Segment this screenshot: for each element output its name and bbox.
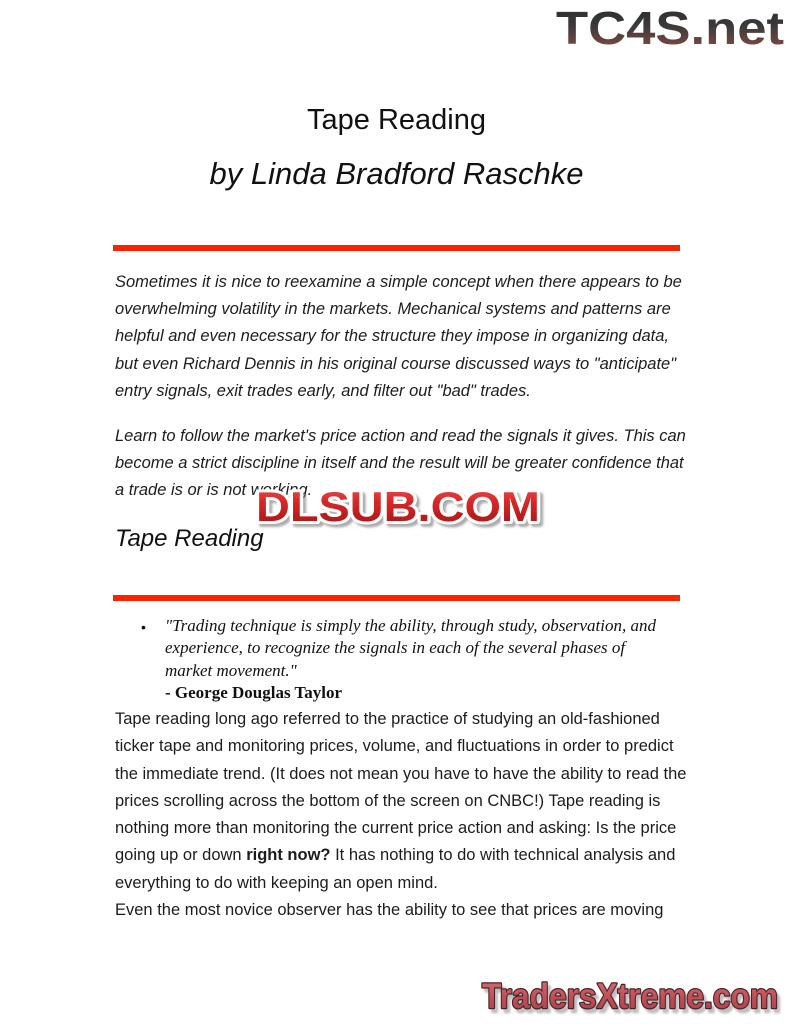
tradersxtreme-logo-text: TradersXtreme.com xyxy=(482,977,778,1016)
intro-paragraph-1: Sometimes it is nice to reexamine a simple concept when there appears to be overwhelming volatility in the markets. Mechanical systems and patterns are helpful and even necessary for the structure they impose in organizing data, but even Richard Dennis in his original course discussed ways to "anticipate" entry signals, exit trades early, and filter out "bad" trades. xyxy=(115,273,682,400)
tc4s-logo xyxy=(548,0,791,54)
intro-paragraph-2: Learn to follow the market's price action and read the signals it gives. This can become a strict discipline in itself and the result will be greater confidence that a trade is or is not working. xyxy=(115,427,686,500)
body-p1-text: Tape reading long ago referred to the practice of studying an old-fashioned ticker tape and monitoring prices, volume, and fluctuations in order to predict the immediate trend. (It does not mean you have to have the ability to read the prices scrolling across the bottom of the screen on CNBC!) Tape reading is nothing more than monitoring the current price action and asking: Is the price going up or down xyxy=(115,710,687,865)
body-p1-text-after: It has nothing to do with technical analysis and everything to do with keeping an open mind. xyxy=(115,846,676,892)
bullet-icon: • xyxy=(141,619,146,635)
dlsub-watermark-text: DLSUB.COM xyxy=(256,483,540,530)
body-paragraph-2: Even the most novice observer has the ability to see that prices are moving xyxy=(115,901,664,920)
article-body xyxy=(115,706,695,924)
section-heading: Tape Reading xyxy=(115,525,264,552)
quote-block xyxy=(141,615,681,705)
quote-text: "Trading technique is simply the ability, through study, observation, and experience, to recognize the signals in each of the several phases of market movement." xyxy=(165,616,656,680)
page-title: Tape Reading xyxy=(307,104,486,136)
tradersxtreme-logo xyxy=(466,968,788,1022)
red-divider-section xyxy=(113,595,680,601)
red-divider-top xyxy=(113,245,680,251)
tc4s-logo-text: TC4S.net xyxy=(556,2,784,54)
quote-content xyxy=(165,615,665,705)
byline: by Linda Bradford Raschke xyxy=(209,156,584,191)
body-paragraph-1 xyxy=(115,706,695,897)
quote-attribution: - George Douglas Taylor xyxy=(165,683,343,703)
body-p1-bold: right now? xyxy=(246,846,331,865)
